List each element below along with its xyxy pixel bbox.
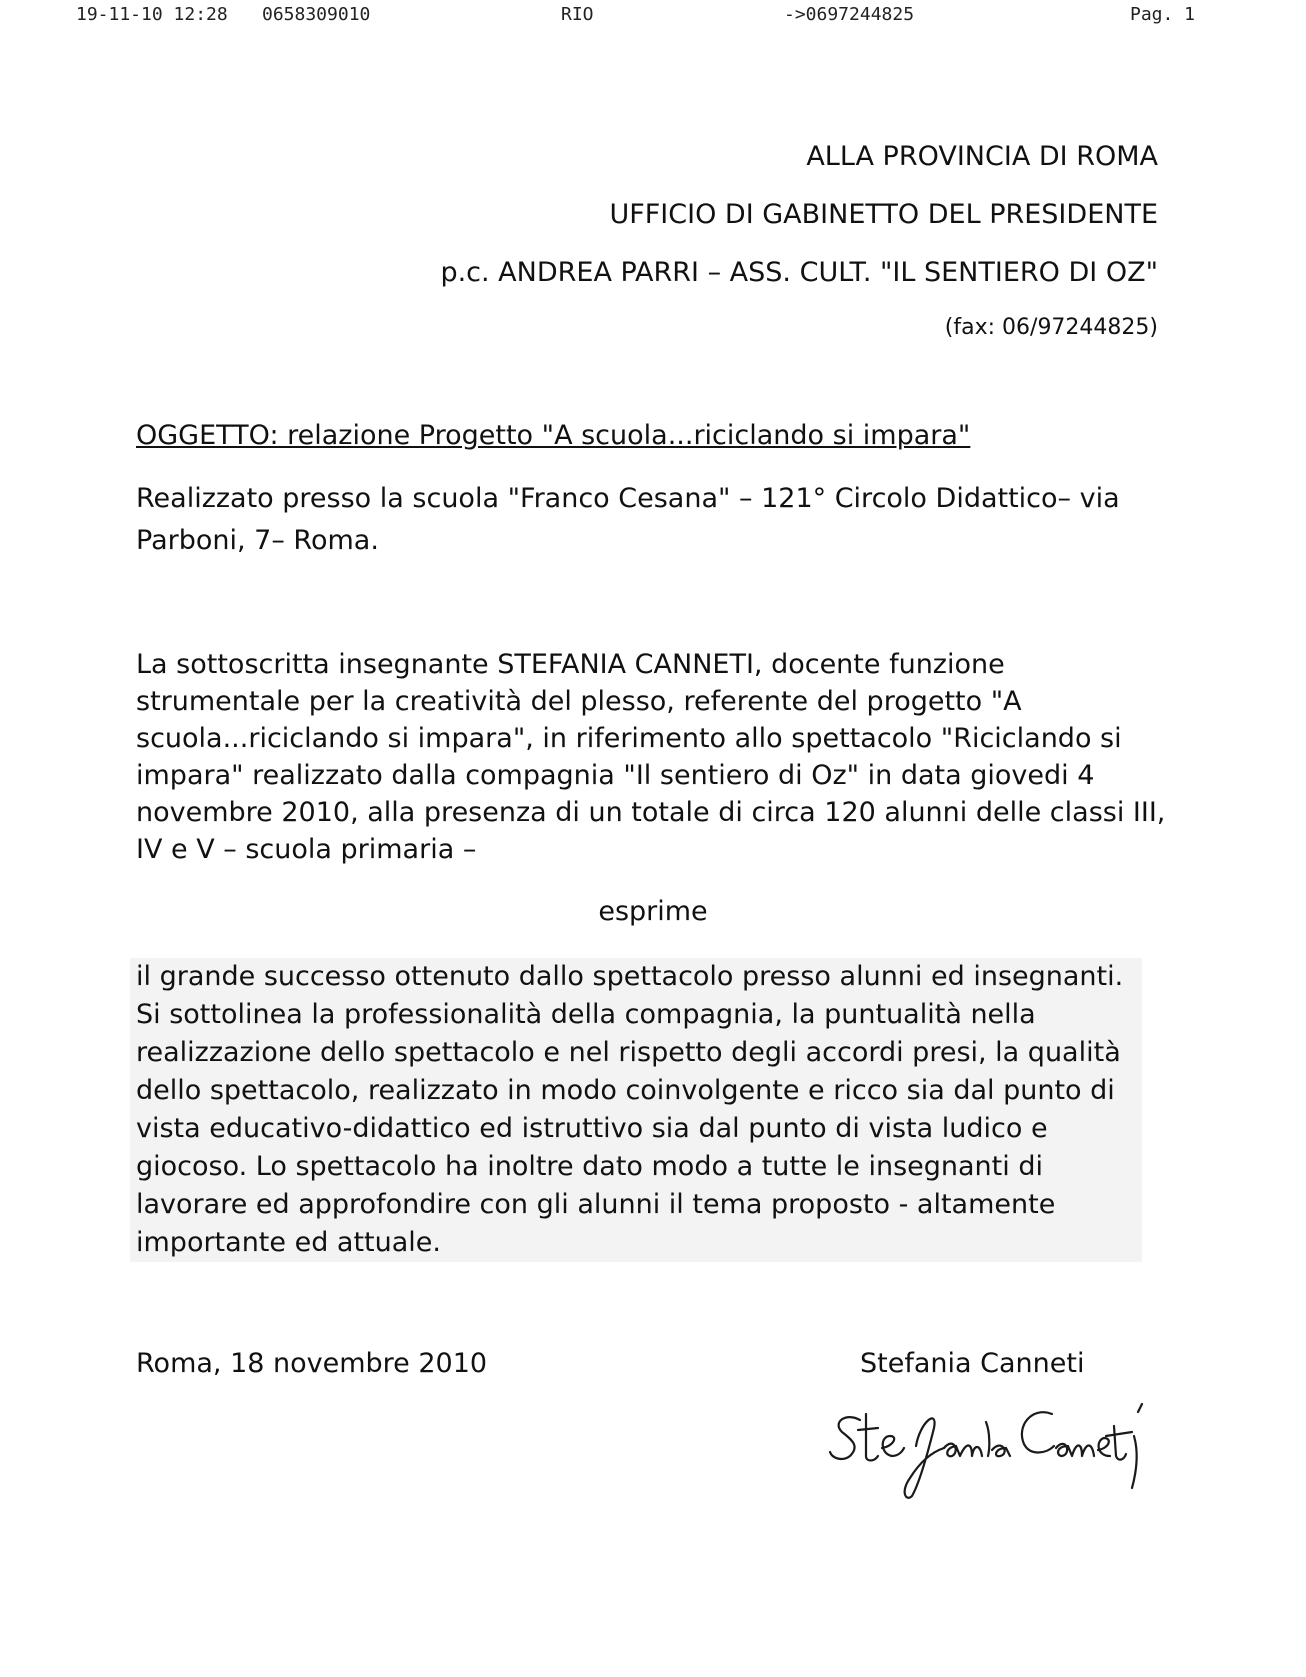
- addressee-fax: (fax: 06/97244825): [944, 315, 1158, 340]
- addressee-line-3: p.c. ANDREA PARRI – ASS. CULT. "IL SENTIERO DI OZ": [440, 257, 1158, 288]
- addressee-block: [440, 128, 1158, 350]
- place-date: Roma, 18 novembre 2010: [136, 1348, 488, 1379]
- signer-name: Stefania Canneti: [860, 1348, 1085, 1379]
- handwritten-signature: [820, 1392, 1200, 1502]
- location-line: Realizzato presso la scuola "Franco Cesana" – 121° Circolo Didattico– via Parboni, 7– Roma.: [136, 483, 1120, 556]
- fax-page-number: Pag. 1: [1130, 4, 1196, 25]
- addressee-line-2: UFFICIO DI GABINETTO DEL PRESIDENTE: [609, 199, 1158, 230]
- verb-esprime: esprime: [598, 896, 708, 927]
- body-paragraph-2: il grande successo ottenuto dallo spettacolo presso alunni ed insegnanti. Si sottolinea la professionalità della compagnia, la puntualità nella realizzazione dello spettacolo e nel rispetto degli accordi presi, la qualità dello spettacolo, realizzato in modo coinvolgente e ricco sia dal punto di vista educativo-didattico ed istruttivo sia dal punto di vista ludico e giocoso. Lo spettacolo ha inoltre dato modo a tutte le insegnanti di lavorare ed approfondire con gli alunni il tema proposto - altamente importante ed attuale.: [130, 958, 1142, 1262]
- fax-station-id: RIO: [561, 4, 594, 25]
- fax-to-number: ->0697244825: [784, 4, 915, 25]
- fax-transmission-header: [0, 4, 1306, 30]
- addressee-line-1: ALLA PROVINCIA DI ROMA: [806, 141, 1158, 172]
- fax-datetime: 19-11-10 12:28: [76, 4, 228, 25]
- subject-line: OGGETTO: relazione Progetto "A scuola...riciclando si impara": [136, 420, 971, 451]
- body-paragraph-1: La sottoscritta insegnante STEFANIA CANNETI, docente funzione strumentale per la creatività del plesso, referente del progetto "A scuola...riciclando si impara", in riferimento allo spettacolo "Riciclando si impara" realizzato dalla compagnia "Il sentiero di Oz" in data giovedi 4 novembre 2010, alla presenza di un totale di circa 120 alunni delle classi III, IV e V – scuola primaria –: [136, 649, 1166, 865]
- fax-from-number: 0658309010: [262, 4, 371, 25]
